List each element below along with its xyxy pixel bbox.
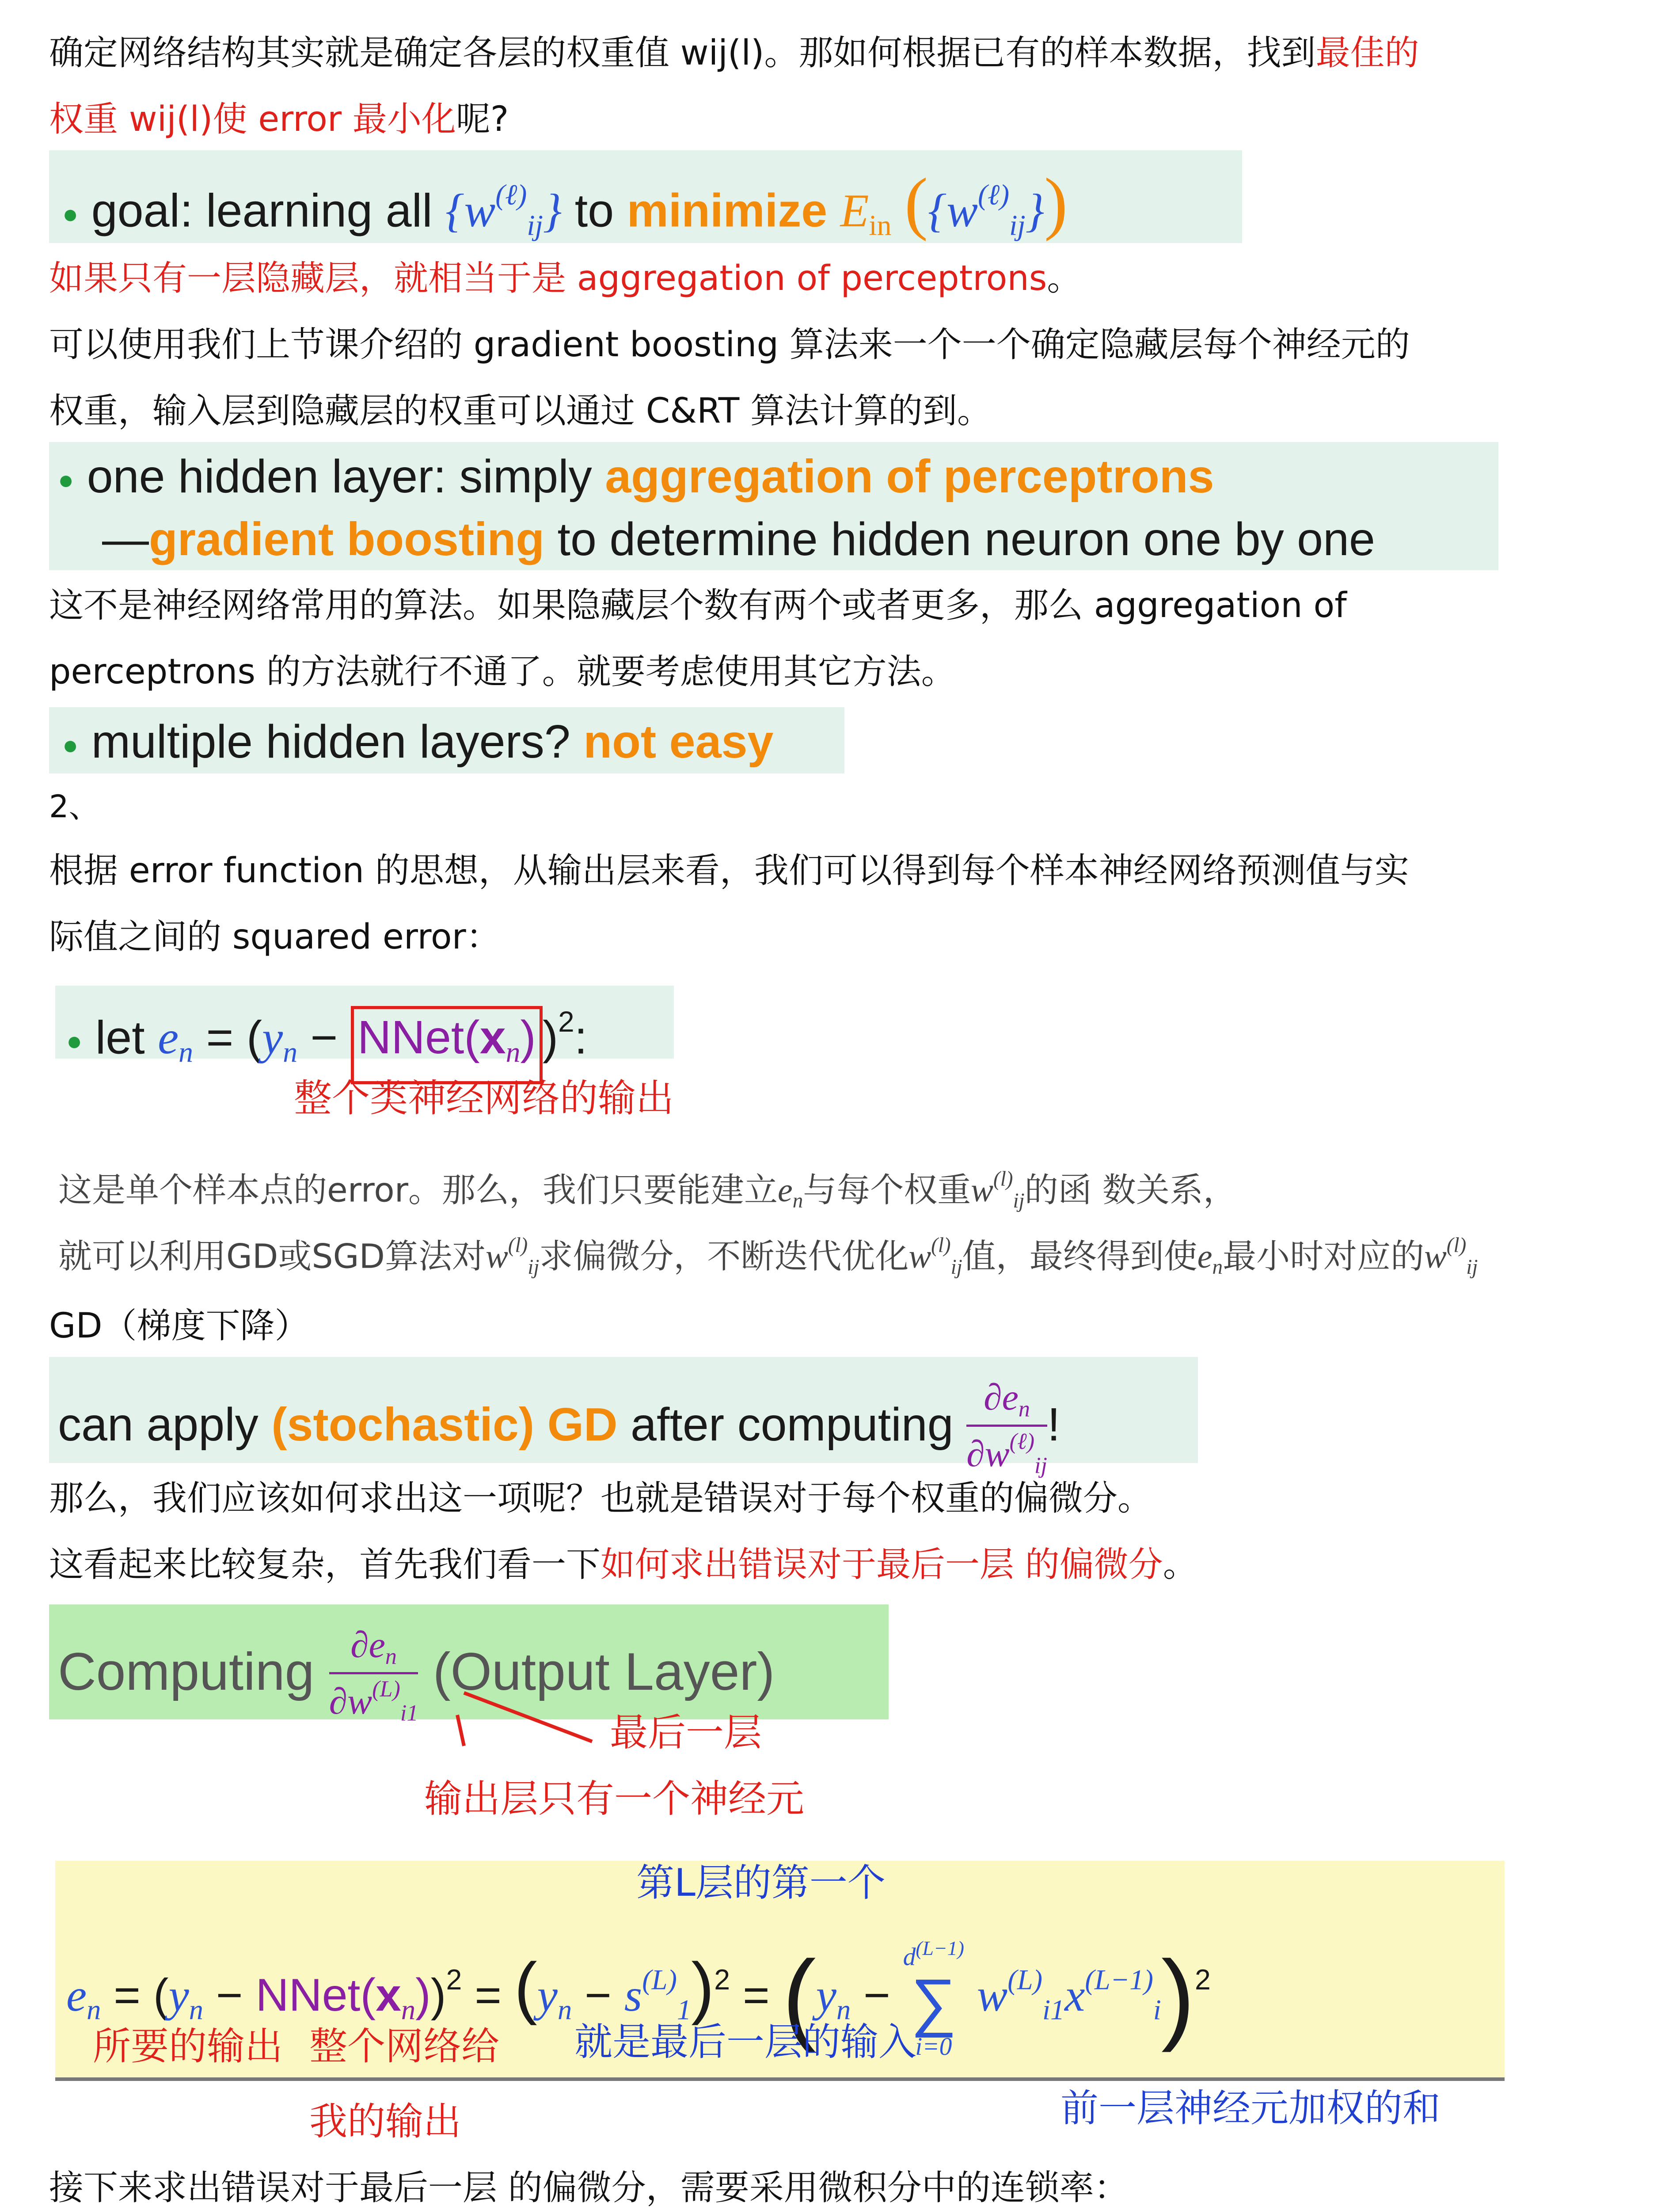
minimize-keyword: minimize xyxy=(627,184,828,237)
paragraph-text: 。 xyxy=(1047,259,1082,298)
paragraph-text: 。 xyxy=(1163,1545,1197,1585)
section-number: 2、 xyxy=(49,789,100,825)
bullet-icon: ● xyxy=(62,730,79,760)
not-easy-keyword: not easy xyxy=(583,716,774,768)
en-symbol: $e_n$ xyxy=(1197,1238,1223,1279)
aggregation-keyword: aggregation of perceptrons xyxy=(605,450,1214,503)
paragraph-text: 呢? xyxy=(456,99,509,139)
en-symbol: $e_n$ xyxy=(66,1970,101,2026)
computing-text: Computing xyxy=(58,1642,315,1701)
computing-text: (Output Layer) xyxy=(433,1642,775,1701)
gradient-boosting-keyword: gradient boosting xyxy=(149,513,545,565)
bullet-icon: ● xyxy=(66,1026,83,1056)
annotation-last-layer: 最后一层 xyxy=(610,1711,762,1755)
grey-text: 与每个权重 xyxy=(803,1170,971,1210)
annotation-last-layer-input: 就是最后一层的输入 xyxy=(574,2020,916,2064)
partial-derivative-fraction: $\frac{\partial e_n}{\partial w^{(\ell)}_{ij}}$ xyxy=(966,1377,1047,1478)
bullet-icon: ● xyxy=(58,465,74,495)
slide-text: to determine hidden neuron one by one xyxy=(544,513,1376,565)
slide-text: can apply xyxy=(58,1398,272,1451)
annotation-network-output-1: 整个网络给 xyxy=(309,2024,499,2069)
grey-text: 这是单个样本点的error。那么，我们只要能建立 xyxy=(58,1170,778,1210)
highlight-text: 最佳的 xyxy=(1315,33,1419,73)
paragraph-text: 确定网络结构其实就是确定各层的权重值 wij(l)。那如何根据已有的样本数据，找到 xyxy=(49,33,1316,73)
exclamation: ! xyxy=(1047,1398,1060,1451)
highlight-text: 如果只有一层隐藏层，就相当于是 aggregation of perceptrons xyxy=(49,259,1047,298)
paragraph-chain-rule: 接下来求出错误对于最后一层 的偏微分，需要采用微积分中的连锁率： xyxy=(49,2168,1129,2208)
paragraph-text: 这看起来比较复杂，首先我们看一下 xyxy=(49,1545,601,1585)
paragraph-text: 权重，输入层到隐藏层的权重可以通过 C&RT 算法计算的到。 xyxy=(49,391,992,431)
annotation-network-output-2: 我的输出 xyxy=(309,2100,461,2144)
slide-text: after computing xyxy=(617,1398,954,1451)
grey-text: 的函 数关系， xyxy=(1024,1170,1237,1210)
en-symbol: $e_n$ xyxy=(778,1172,803,1213)
ein-symbol: $E_{in}$ xyxy=(840,185,892,242)
grey-text: 就可以利用GD或SGD算法对 xyxy=(58,1236,486,1276)
slide-text: multiple hidden layers? xyxy=(91,716,584,768)
bullet-icon: ● xyxy=(62,199,79,229)
nnet-text: NNet xyxy=(357,1011,464,1064)
paragraph-how-to-compute: 那么，我们应该如何求出这一项呢？也就是错误对于每个权重的偏微分。 xyxy=(49,1478,1152,1518)
error-expansion-formula: $e_n = (y_n$ − $NNet(x_n))^2 = (y_n - s^{(L)}_1)^2 = (y_n$ − $d^{(L-1)}$ ∑ i=0 $w^{(L)}_{i1}x^{(L-1)}_i)^2$ xyxy=(66,1937,1211,2061)
paragraph-text: 这不是神经网络常用的算法。如果隐藏层个数有两个或者更多，那么 aggregation of xyxy=(49,586,1347,625)
grey-text: 求偏微分，不断迭代优化 xyxy=(539,1236,909,1276)
arrow-single-neuron xyxy=(457,1715,464,1746)
annotation-desired-output: 所要的输出 xyxy=(93,2024,283,2069)
squared-error-formula: ● let $e_n = (y_n$ − $NNet(x_n)$ )$^2$: xyxy=(66,991,587,1084)
nnet-highlight-box: $NNet(x_n)$ xyxy=(351,1006,543,1084)
paragraph-text: perceptrons 的方法就行不通了。就要考虑使用其它方法。 xyxy=(49,652,956,692)
annotation-single-output-neuron: 输出层只有一个神经元 xyxy=(424,1777,804,1821)
paragraph-text: 可以使用我们上节课介绍的 gradient boosting 算法来一个一个确定隐藏层每个神经元的 xyxy=(49,325,1410,365)
slide-text: one hidden layer: simply xyxy=(87,450,605,503)
annotation-first-of-layer-L: 第L层的第一个 xyxy=(636,1861,886,1905)
highlight-text: 如何求出错误对于最后一层 的偏微分 xyxy=(601,1545,1163,1585)
goal-text: goal: learning all xyxy=(91,184,433,237)
annotation-whole-network-output: 整个类神经网络的输出 xyxy=(294,1076,674,1120)
gd-caption: GD（梯度下降） xyxy=(49,1306,309,1346)
grey-text: 最小时对应的 xyxy=(1223,1236,1425,1276)
weight-symbol: $w^{(l)}_{ij}$ xyxy=(971,1168,1025,1213)
weight-set-symbol: $\{w^{(\ell)}_{ij}\}$ xyxy=(445,179,562,242)
highlight-text: 权重 wij(l)使 error 最小化 xyxy=(49,99,456,139)
annotation-weighted-sum: 前一层神经元加权的和 xyxy=(1060,2086,1441,2130)
ein-argument: $(\{w^{(\ell)}_{ij}\})$ xyxy=(904,164,1068,242)
dash: — xyxy=(102,513,149,565)
grey-text: 值，最终得到使 xyxy=(962,1236,1197,1276)
paragraph-text: 根据 error function 的思想，从输出层来看，我们可以得到每个样本神经网络预测值与实 xyxy=(49,851,1409,891)
weight-symbol: $w^{(l)}_{ij}$ xyxy=(1424,1234,1478,1279)
output-partial-fraction: $\frac{\partial e_n}{\partial w^{(L)}_{i1}}$ xyxy=(329,1624,418,1726)
summation: $d^{(L-1)}$ ∑ i=0 xyxy=(903,1937,964,2061)
sgd-keyword: (stochastic) GD xyxy=(271,1398,618,1451)
let-text: let xyxy=(95,1011,145,1064)
en-symbol: $e_n$ xyxy=(158,1012,194,1069)
goal-text-to: to xyxy=(574,184,614,237)
weight-symbol: $w^{(l)}_{ij}$ xyxy=(486,1234,540,1279)
weight-symbol: $w^{(l)}_{ij}$ xyxy=(908,1234,962,1279)
arrow-last-layer xyxy=(464,1693,592,1741)
paragraph-text: 际值之间的 squared error： xyxy=(49,917,501,957)
